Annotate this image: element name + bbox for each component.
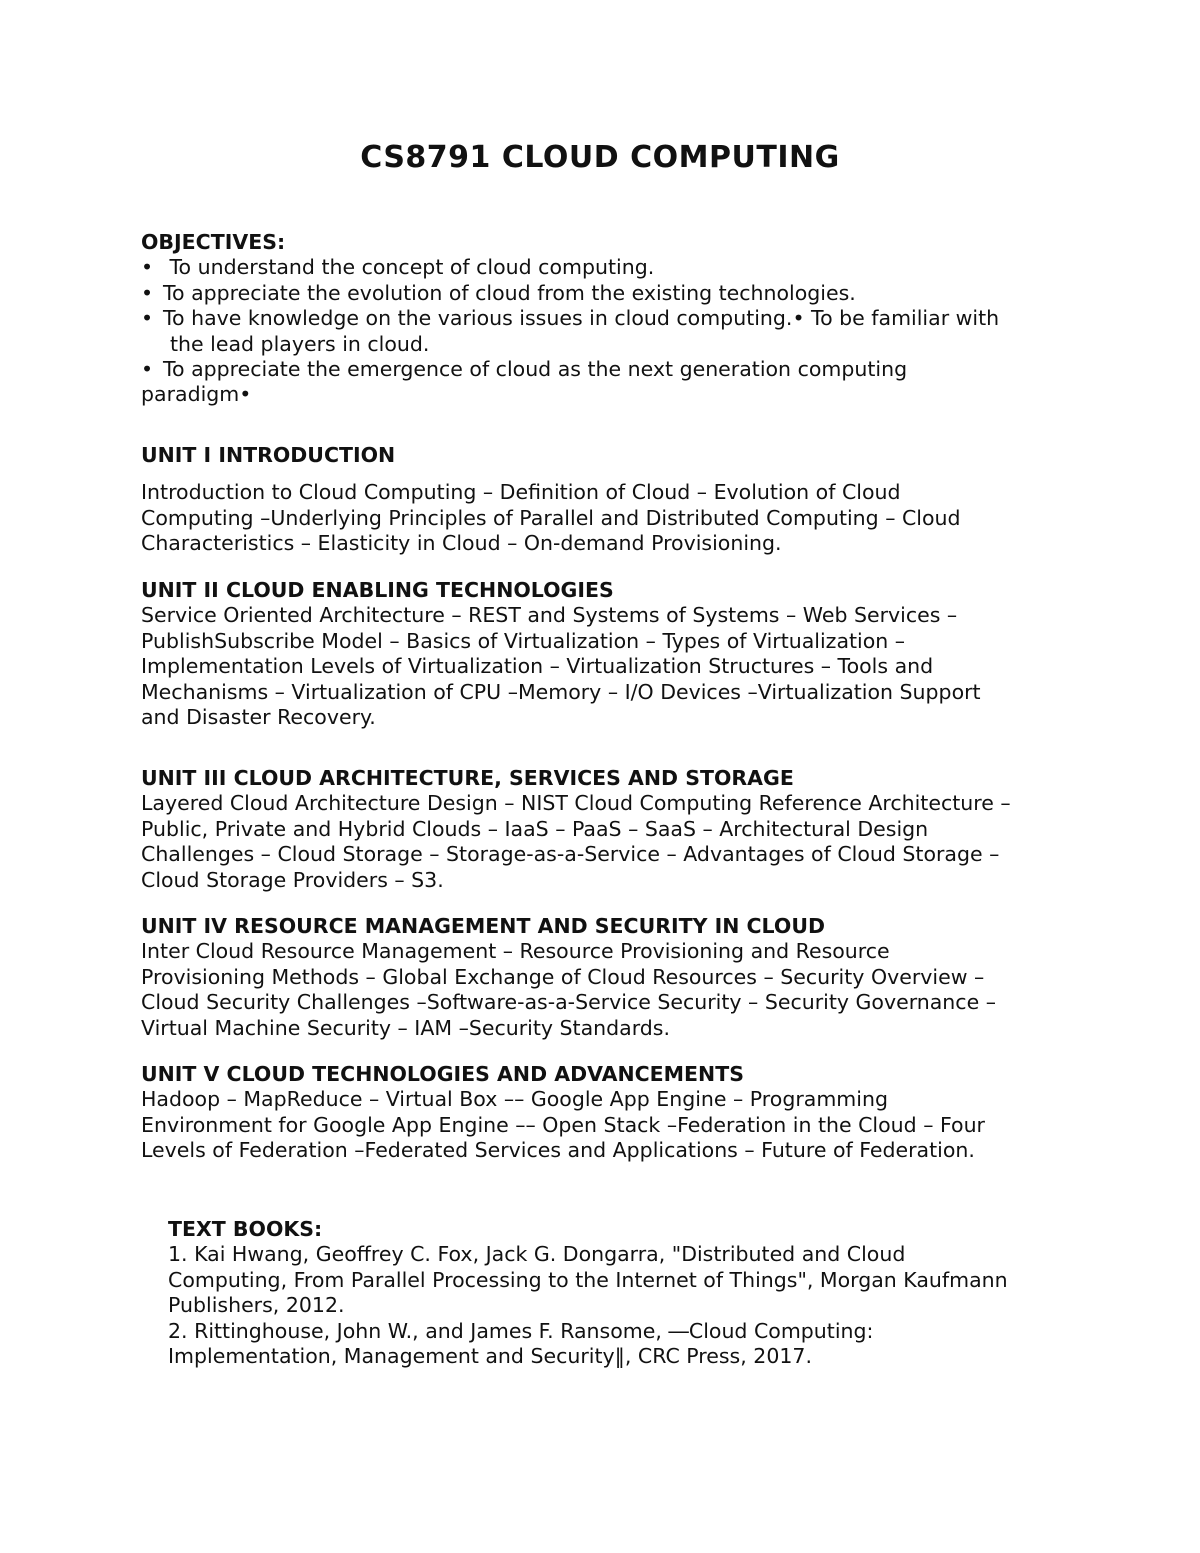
bullet-icon: • [141,357,154,382]
unit-heading: UNIT V CLOUD TECHNOLOGIES AND ADVANCEMENTS [141,1062,744,1086]
objective-line [141,357,1071,382]
unit-line: PublishSubscribe Model – Basics of Virtualization – Types of Virtualization – [141,628,906,653]
unit-line: Environment for Google App Engine –– Open Stack –Federation in the Cloud – Four [141,1112,985,1137]
textbook-line: 2. Rittinghouse, John W., and James F. Ransome, ―Cloud Computing: [168,1318,874,1343]
unit-line: Public, Private and Hybrid Clouds – IaaS – PaaS – SaaS – Architectural Design [141,816,929,841]
objective-text: To have knowledge on the various issues in cloud computing.• To be familiar with [163,306,1000,331]
unit-line: and Disaster Recovery. [141,705,376,730]
unit-section [141,578,1071,730]
textbooks-section [168,1217,1088,1369]
bullet-icon: • [141,280,154,305]
objectives-section [141,230,1071,408]
objective-text: paradigm• [141,382,252,407]
objective-text: the lead players in cloud. [170,331,430,356]
textbook-line: 1. Kai Hwang, Geoffrey C. Fox, Jack G. Dongarra, "Distributed and Cloud [168,1242,906,1267]
unit-line: Cloud Storage Providers – S3. [141,867,444,892]
unit-line: Challenges – Cloud Storage – Storage-as-a-Service – Advantages of Cloud Storage – [141,842,1000,867]
unit-section [141,914,1071,1041]
unit-heading: UNIT I INTRODUCTION [141,443,396,467]
unit-line: Inter Cloud Resource Management – Resource Provisioning and Resource [141,939,890,964]
unit-heading: UNIT II CLOUD ENABLING TECHNOLOGIES [141,578,614,602]
textbooks-heading: TEXT BOOKS: [168,1217,323,1241]
unit-section [141,766,1071,893]
unit-line: Service Oriented Architecture – REST and Systems of Systems – Web Services – [141,603,958,628]
unit-section [141,1062,1071,1164]
unit-line: Provisioning Methods – Global Exchange of Cloud Resources – Security Overview – [141,964,985,989]
objective-text: To appreciate the evolution of cloud from the existing technologies. [163,280,856,305]
unit-line: Introduction to Cloud Computing – Definition of Cloud – Evolution of Cloud [141,480,901,505]
unit-line: Hadoop – MapReduce – Virtual Box –– Google App Engine – Programming [141,1087,888,1112]
textbook-line: Computing, From Parallel Processing to the Internet of Things", Morgan Kaufmann [168,1267,1008,1292]
bullet-icon: • [141,306,154,331]
unit-line: Mechanisms – Virtualization of CPU –Memory – I/O Devices –Virtualization Support [141,679,981,704]
objective-line [141,332,1071,357]
unit-line: Computing –Underlying Principles of Parallel and Distributed Computing – Cloud [141,505,961,530]
unit-line: Layered Cloud Architecture Design – NIST Cloud Computing Reference Architecture – [141,791,1011,816]
unit-line: Cloud Security Challenges –Software-as-a-Service Security – Security Governance – [141,990,996,1015]
textbook-line: Implementation, Management and Security‖, CRC Press, 2017. [168,1344,812,1369]
objective-text: To understand the concept of cloud computing. [163,255,655,280]
objective-line [141,382,1071,407]
objective-line [141,255,1071,280]
unit-line: Implementation Levels of Virtualization – Virtualization Structures – Tools and [141,654,934,679]
unit-section [141,443,1071,557]
objective-line [141,281,1071,306]
document-title: CS8791 CLOUD COMPUTING [360,140,840,175]
unit-heading: UNIT III CLOUD ARCHITECTURE, SERVICES AND STORAGE [141,766,794,790]
textbook-line: Publishers, 2012. [168,1293,345,1318]
objective-text: To appreciate the emergence of cloud as the next generation computing [163,357,908,382]
objectives-heading: OBJECTIVES: [141,230,286,254]
unit-heading: UNIT IV RESOURCE MANAGEMENT AND SECURITY IN CLOUD [141,914,825,938]
unit-line: Levels of Federation –Federated Services and Applications – Future of Federation. [141,1138,975,1163]
bullet-icon: • [141,255,154,280]
objective-line [141,306,1071,331]
unit-line: Characteristics – Elasticity in Cloud – On-demand Provisioning. [141,531,782,556]
unit-line: Virtual Machine Security – IAM –Security Standards. [141,1015,670,1040]
